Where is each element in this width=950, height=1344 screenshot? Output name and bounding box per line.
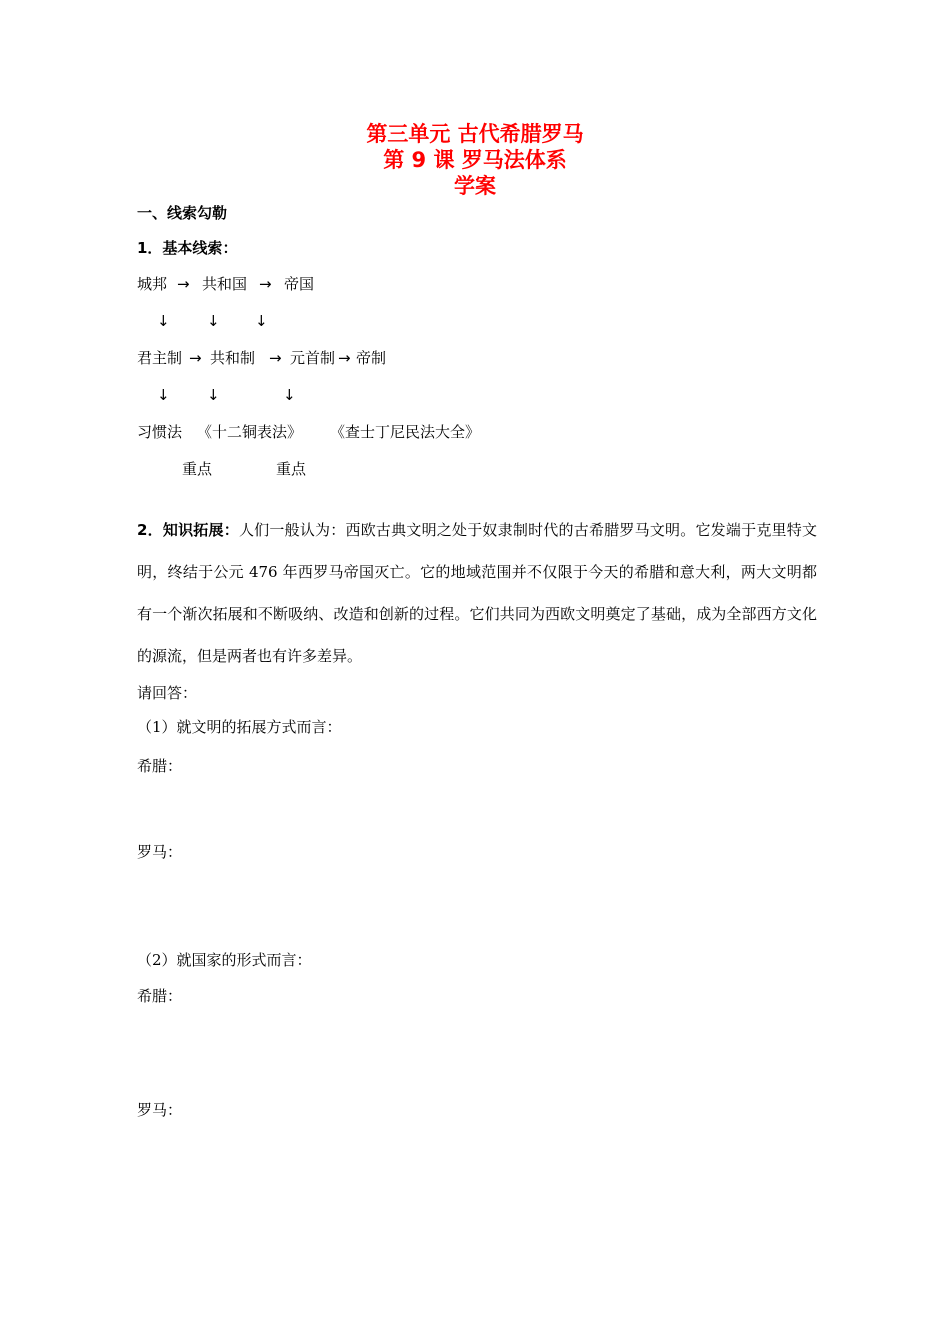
subheading-basic-clue: 1．基本线索： — [137, 239, 238, 257]
clue-customary-law: 习惯法 — [137, 423, 183, 441]
arrow-down-icon: ↓ — [255, 312, 268, 330]
clue-republic: 共和国 — [202, 275, 248, 293]
arrow-right-icon: → — [338, 349, 351, 367]
arrow-down-icon: ↓ — [207, 386, 220, 404]
key-point-label: 重点 — [182, 460, 213, 478]
arrow-down-icon: ↓ — [207, 312, 220, 330]
study-plan-title: 学案 — [454, 174, 496, 198]
clue-city-state: 城邦 — [137, 275, 168, 293]
knowledge-extension-label: 2．知识拓展： — [137, 521, 239, 539]
clue-empire: 帝国 — [284, 275, 315, 293]
lesson-title: 第 9 课 罗马法体系 — [383, 148, 567, 172]
key-point-label: 重点 — [276, 460, 307, 478]
clue-twelve-tables: 《十二铜表法》 — [197, 423, 303, 441]
q2-greece-label: 希腊： — [137, 987, 183, 1005]
arrow-down-icon: ↓ — [157, 312, 170, 330]
unit-title: 第三单元 古代希腊罗马 — [366, 122, 584, 146]
arrow-right-icon: → — [177, 275, 190, 293]
q2-rome-label: 罗马： — [137, 1101, 183, 1119]
clue-principate: 元首制 — [290, 349, 336, 367]
arrow-right-icon: → — [189, 349, 202, 367]
q1-greece-label: 希腊： — [137, 757, 183, 775]
arrow-right-icon: → — [269, 349, 282, 367]
arrow-down-icon: ↓ — [283, 386, 296, 404]
clue-imperial-system: 帝制 — [356, 349, 387, 367]
knowledge-extension-paragraph — [137, 509, 817, 677]
question-2: （2）就国家的形式而言： — [137, 951, 312, 969]
question-prompt: 请回答： — [137, 684, 198, 702]
clue-justinian-code: 《查士丁尼民法大全》 — [330, 423, 481, 441]
clue-republican-system: 共和制 — [210, 349, 256, 367]
question-1: （1）就文明的拓展方式而言： — [137, 718, 342, 736]
clue-monarchy: 君主制 — [137, 349, 183, 367]
section-heading-clue: 一、线索勾勒 — [137, 204, 228, 222]
q1-rome-label: 罗马： — [137, 843, 183, 861]
arrow-down-icon: ↓ — [157, 386, 170, 404]
arrow-right-icon: → — [259, 275, 272, 293]
knowledge-extension-text: 人们一般认为：西欧古典文明之处于奴隶制时代的古希腊罗马文明。它发端于克里特文明，终结于公元 476 年西罗马帝国灭亡。它的地域范围并不仅限于今天的希腊和意大利，两大文明都有一个渐次拓展和不断吸纳、改造和创新的过程。它们共同为西欧文明奠定了基础，成为全部西方文化的源流，但是两者也有许多差异。 — [137, 521, 817, 665]
